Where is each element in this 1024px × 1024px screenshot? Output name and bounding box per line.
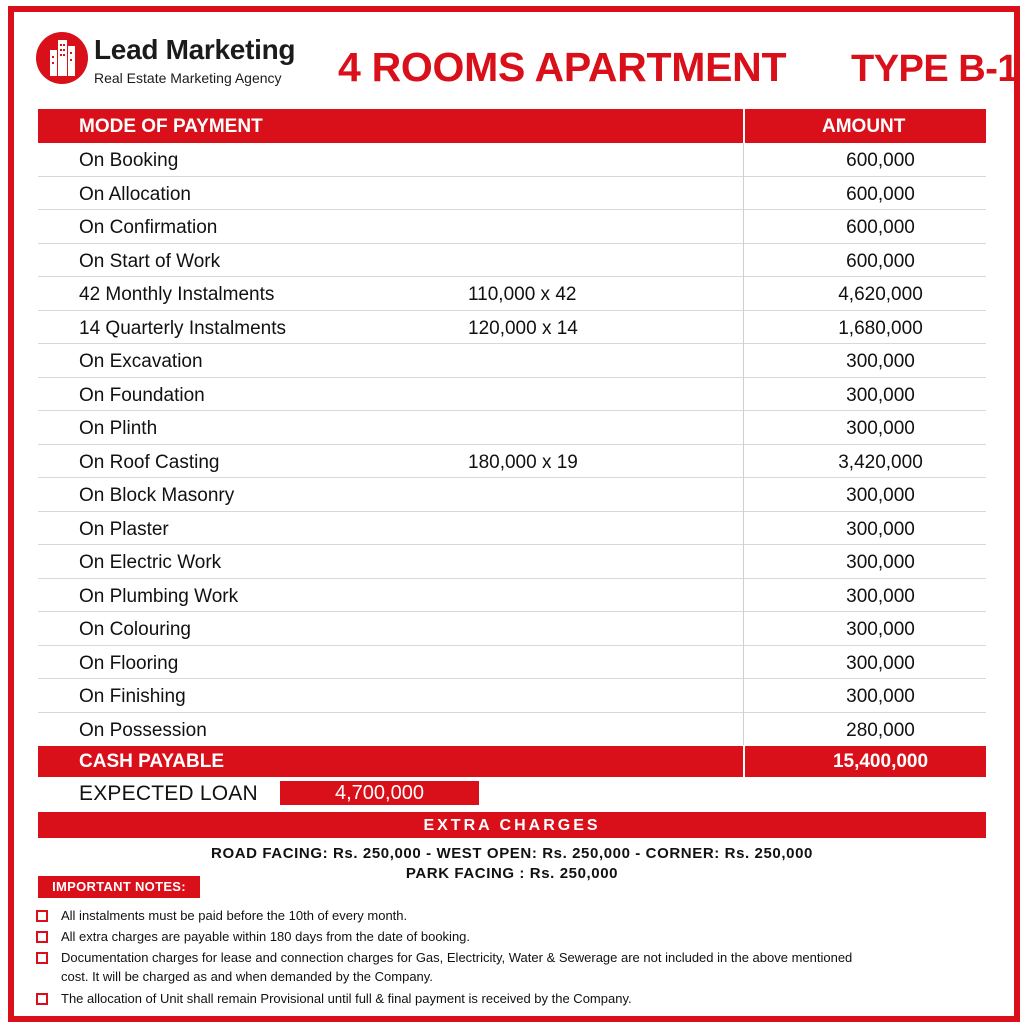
row-label: On Plaster [79, 518, 169, 540]
row-label: 42 Monthly Instalments [79, 284, 275, 305]
table-row [38, 445, 986, 479]
table-row [38, 378, 986, 412]
checkbox-bullet-icon [36, 993, 48, 1005]
building-logo-icon [36, 32, 88, 84]
header-mode-of-payment: MODE OF PAYMENT [79, 116, 263, 137]
row-amount: 300,000 [846, 619, 915, 640]
row-label: On Plumbing Work [79, 585, 239, 607]
table-row [38, 411, 986, 445]
checkbox-bullet-icon [36, 910, 48, 922]
expected-loan-label: EXPECTED LOAN [79, 782, 258, 805]
table-row [38, 646, 986, 680]
apartment-type: TYPE B-1 [851, 48, 1019, 90]
row-label: On Allocation [79, 183, 191, 205]
row-label: On Electric Work [79, 552, 222, 573]
row-amount: 600,000 [846, 150, 915, 171]
row-detail: 120,000 x 14 [468, 317, 578, 339]
row-label: On Start of Work [79, 250, 221, 272]
row-label: 14 Quarterly Instalments [79, 317, 286, 339]
row-amount: 300,000 [846, 418, 915, 439]
row-amount: 300,000 [846, 518, 915, 540]
row-label: On Finishing [79, 686, 186, 707]
row-amount: 300,000 [846, 585, 915, 607]
table-row [38, 177, 986, 211]
row-amount: 300,000 [846, 351, 915, 372]
row-amount: 4,620,000 [838, 284, 923, 305]
extra-charges-line-1: ROAD FACING: Rs. 250,000 - WEST OPEN: Rs. 250,000 - CORNER: Rs. 250,000 [211, 845, 813, 862]
table-row [38, 679, 986, 713]
row-label: On Colouring [79, 619, 191, 640]
expected-loan-amount: 4,700,000 [280, 781, 479, 805]
table-row [38, 143, 986, 177]
table-row [38, 311, 986, 345]
page-title: 4 ROOMS APARTMENT [338, 44, 787, 90]
payment-table [38, 109, 986, 777]
row-label: On Roof Casting [79, 451, 220, 473]
header-amount: AMOUNT [822, 116, 906, 137]
row-amount: 300,000 [846, 652, 915, 674]
table-row [38, 612, 986, 646]
header-divider [743, 109, 745, 143]
row-detail: 110,000 x 42 [468, 284, 577, 305]
table-header [38, 109, 986, 143]
row-label: On Booking [79, 150, 179, 171]
note-text: Documentation charges for lease and connection charges for Gas, Electricity, Water & Sewerage are not included in the above mentioned cost. It will be charged as and when demanded by the Company. [61, 950, 853, 984]
table-row [38, 713, 986, 747]
row-label: On Foundation [79, 384, 205, 406]
important-notes-title: IMPORTANT NOTES: [38, 876, 200, 898]
table-row [38, 344, 986, 378]
row-label: On Flooring [79, 652, 179, 674]
table-row [38, 277, 986, 311]
table-row [38, 579, 986, 613]
note-text: All instalments must be paid before the 10th of every month. [61, 908, 408, 923]
extra-charges-line-2: PARK FACING : Rs. 250,000 [405, 865, 619, 882]
table-row [38, 545, 986, 579]
row-label: On Confirmation [79, 217, 218, 238]
row-label: On Plinth [79, 418, 158, 439]
row-amount: 280,000 [846, 719, 915, 741]
table-row [38, 210, 986, 244]
table-row [38, 478, 986, 512]
total-divider [743, 746, 745, 777]
table-row [38, 512, 986, 546]
note-text: The allocation of Unit shall remain Provisional until full & final payment is received by the Company. [61, 991, 632, 1006]
row-label: On Possession [79, 719, 207, 741]
cash-payable-row [38, 746, 986, 777]
brand-tagline: Real Estate Marketing Agency [94, 70, 282, 86]
row-amount: 600,000 [846, 250, 915, 272]
row-amount: 300,000 [846, 686, 915, 707]
row-label: On Block Masonry [79, 485, 235, 506]
brand-name: Lead Marketing [94, 34, 296, 65]
table-row [38, 244, 986, 278]
checkbox-bullet-icon [36, 952, 48, 964]
row-amount: 300,000 [846, 552, 915, 573]
column-divider [743, 143, 744, 745]
row-amount: 300,000 [846, 384, 915, 406]
row-detail: 180,000 x 19 [468, 451, 578, 473]
checkbox-bullet-icon [36, 931, 48, 943]
extra-charges-title: EXTRA CHARGES [38, 812, 986, 838]
row-label: On Excavation [79, 351, 203, 372]
row-amount: 1,680,000 [838, 317, 923, 339]
cash-payable-amount: 15,400,000 [832, 751, 929, 772]
note-text: All extra charges are payable within 180 days from the date of booking. [61, 929, 471, 944]
cash-payable-label: CASH PAYABLE [79, 751, 225, 772]
row-amount: 300,000 [846, 485, 915, 506]
row-amount: 600,000 [846, 183, 915, 205]
row-amount: 3,420,000 [838, 451, 923, 473]
row-amount: 600,000 [846, 217, 915, 238]
